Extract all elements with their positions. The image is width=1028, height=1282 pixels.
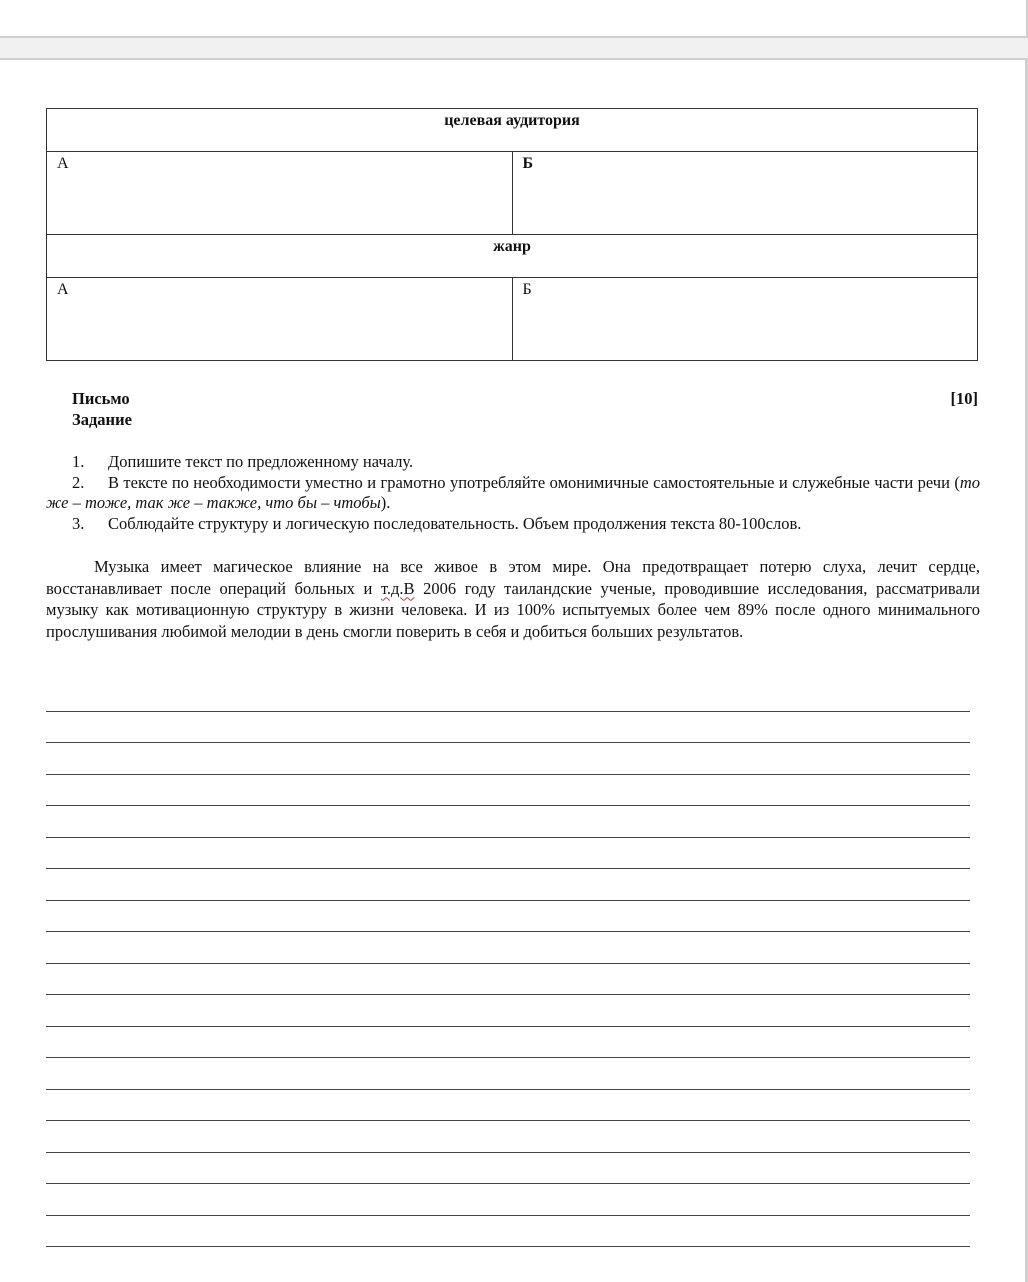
answer-line[interactable] [46, 743, 970, 775]
task-list [46, 452, 980, 534]
audience-header: целевая аудитория [47, 109, 978, 152]
page-gap [0, 38, 1028, 58]
task-number: 2. [72, 472, 85, 492]
audience-cell-a: А [47, 152, 513, 235]
previous-page-edge [0, 0, 1028, 38]
answer-line[interactable] [46, 901, 970, 933]
answer-line[interactable] [46, 869, 970, 901]
answer-line[interactable] [46, 838, 970, 870]
document-page [0, 58, 1028, 1282]
task-examples: то же – тоже, так же – также, что бы – чтобы [46, 472, 980, 512]
prompt-paragraph [46, 556, 980, 642]
task-item [46, 514, 980, 535]
answer-line[interactable] [46, 1027, 970, 1059]
criteria-table [46, 108, 978, 361]
answer-lines [46, 680, 970, 1247]
answer-line[interactable] [46, 712, 970, 744]
section-subtitle: Задание [72, 410, 132, 429]
task-text: Соблюдайте структуру и логическую последовательность. Объем продолжения текста 80-100слов. [108, 513, 802, 533]
section-title: Письмо [72, 389, 130, 408]
task-number: 3. [72, 513, 85, 533]
answer-line[interactable] [46, 1184, 970, 1216]
task-number: 1. [72, 452, 85, 471]
answer-line[interactable] [46, 995, 970, 1027]
answer-line[interactable] [46, 1090, 970, 1122]
score-label: [10] [950, 389, 978, 408]
answer-line[interactable] [46, 1121, 970, 1153]
spellcheck-flagged-text: т.д.В [380, 578, 415, 598]
answer-line[interactable] [46, 1058, 970, 1090]
audience-cell-b: Б [512, 152, 978, 235]
prompt-text-part2: 2006 году таиландские ученые, проводившие исследования, рассматривали музыку как мотивационную структуру в жизни человека. И из 100% испытуемых более чем 89% после одного минимального прослушивания любимой мелодии в день смогли поверить в себя и добиться больших результатов. [46, 578, 980, 641]
answer-line[interactable] [46, 1153, 970, 1185]
section-heading [72, 388, 978, 430]
task-text-tail: ). [380, 493, 391, 512]
answer-line[interactable] [46, 1216, 970, 1248]
answer-line[interactable] [46, 680, 970, 712]
genre-header: жанр [47, 235, 978, 278]
genre-cell-b: Б [512, 278, 978, 361]
answer-line[interactable] [46, 806, 970, 838]
genre-cell-a: А [47, 278, 513, 361]
task-text: В тексте по необходимости уместно и грамотно употребляйте омонимичные самостоятельные и служебные части речи ( [108, 472, 960, 492]
answer-line[interactable] [46, 775, 970, 807]
answer-line[interactable] [46, 964, 970, 996]
task-item [46, 452, 980, 473]
task-text: Допишите текст по предложенному началу. [108, 452, 414, 471]
task-item [46, 473, 980, 514]
prompt-text-part1: Музыка имеет магическое влияние на все живое в этом мире. Она предотвращает потерю слуха, лечит сердце, восстанавливает после операций больных и [46, 557, 980, 598]
answer-line[interactable] [46, 932, 970, 964]
